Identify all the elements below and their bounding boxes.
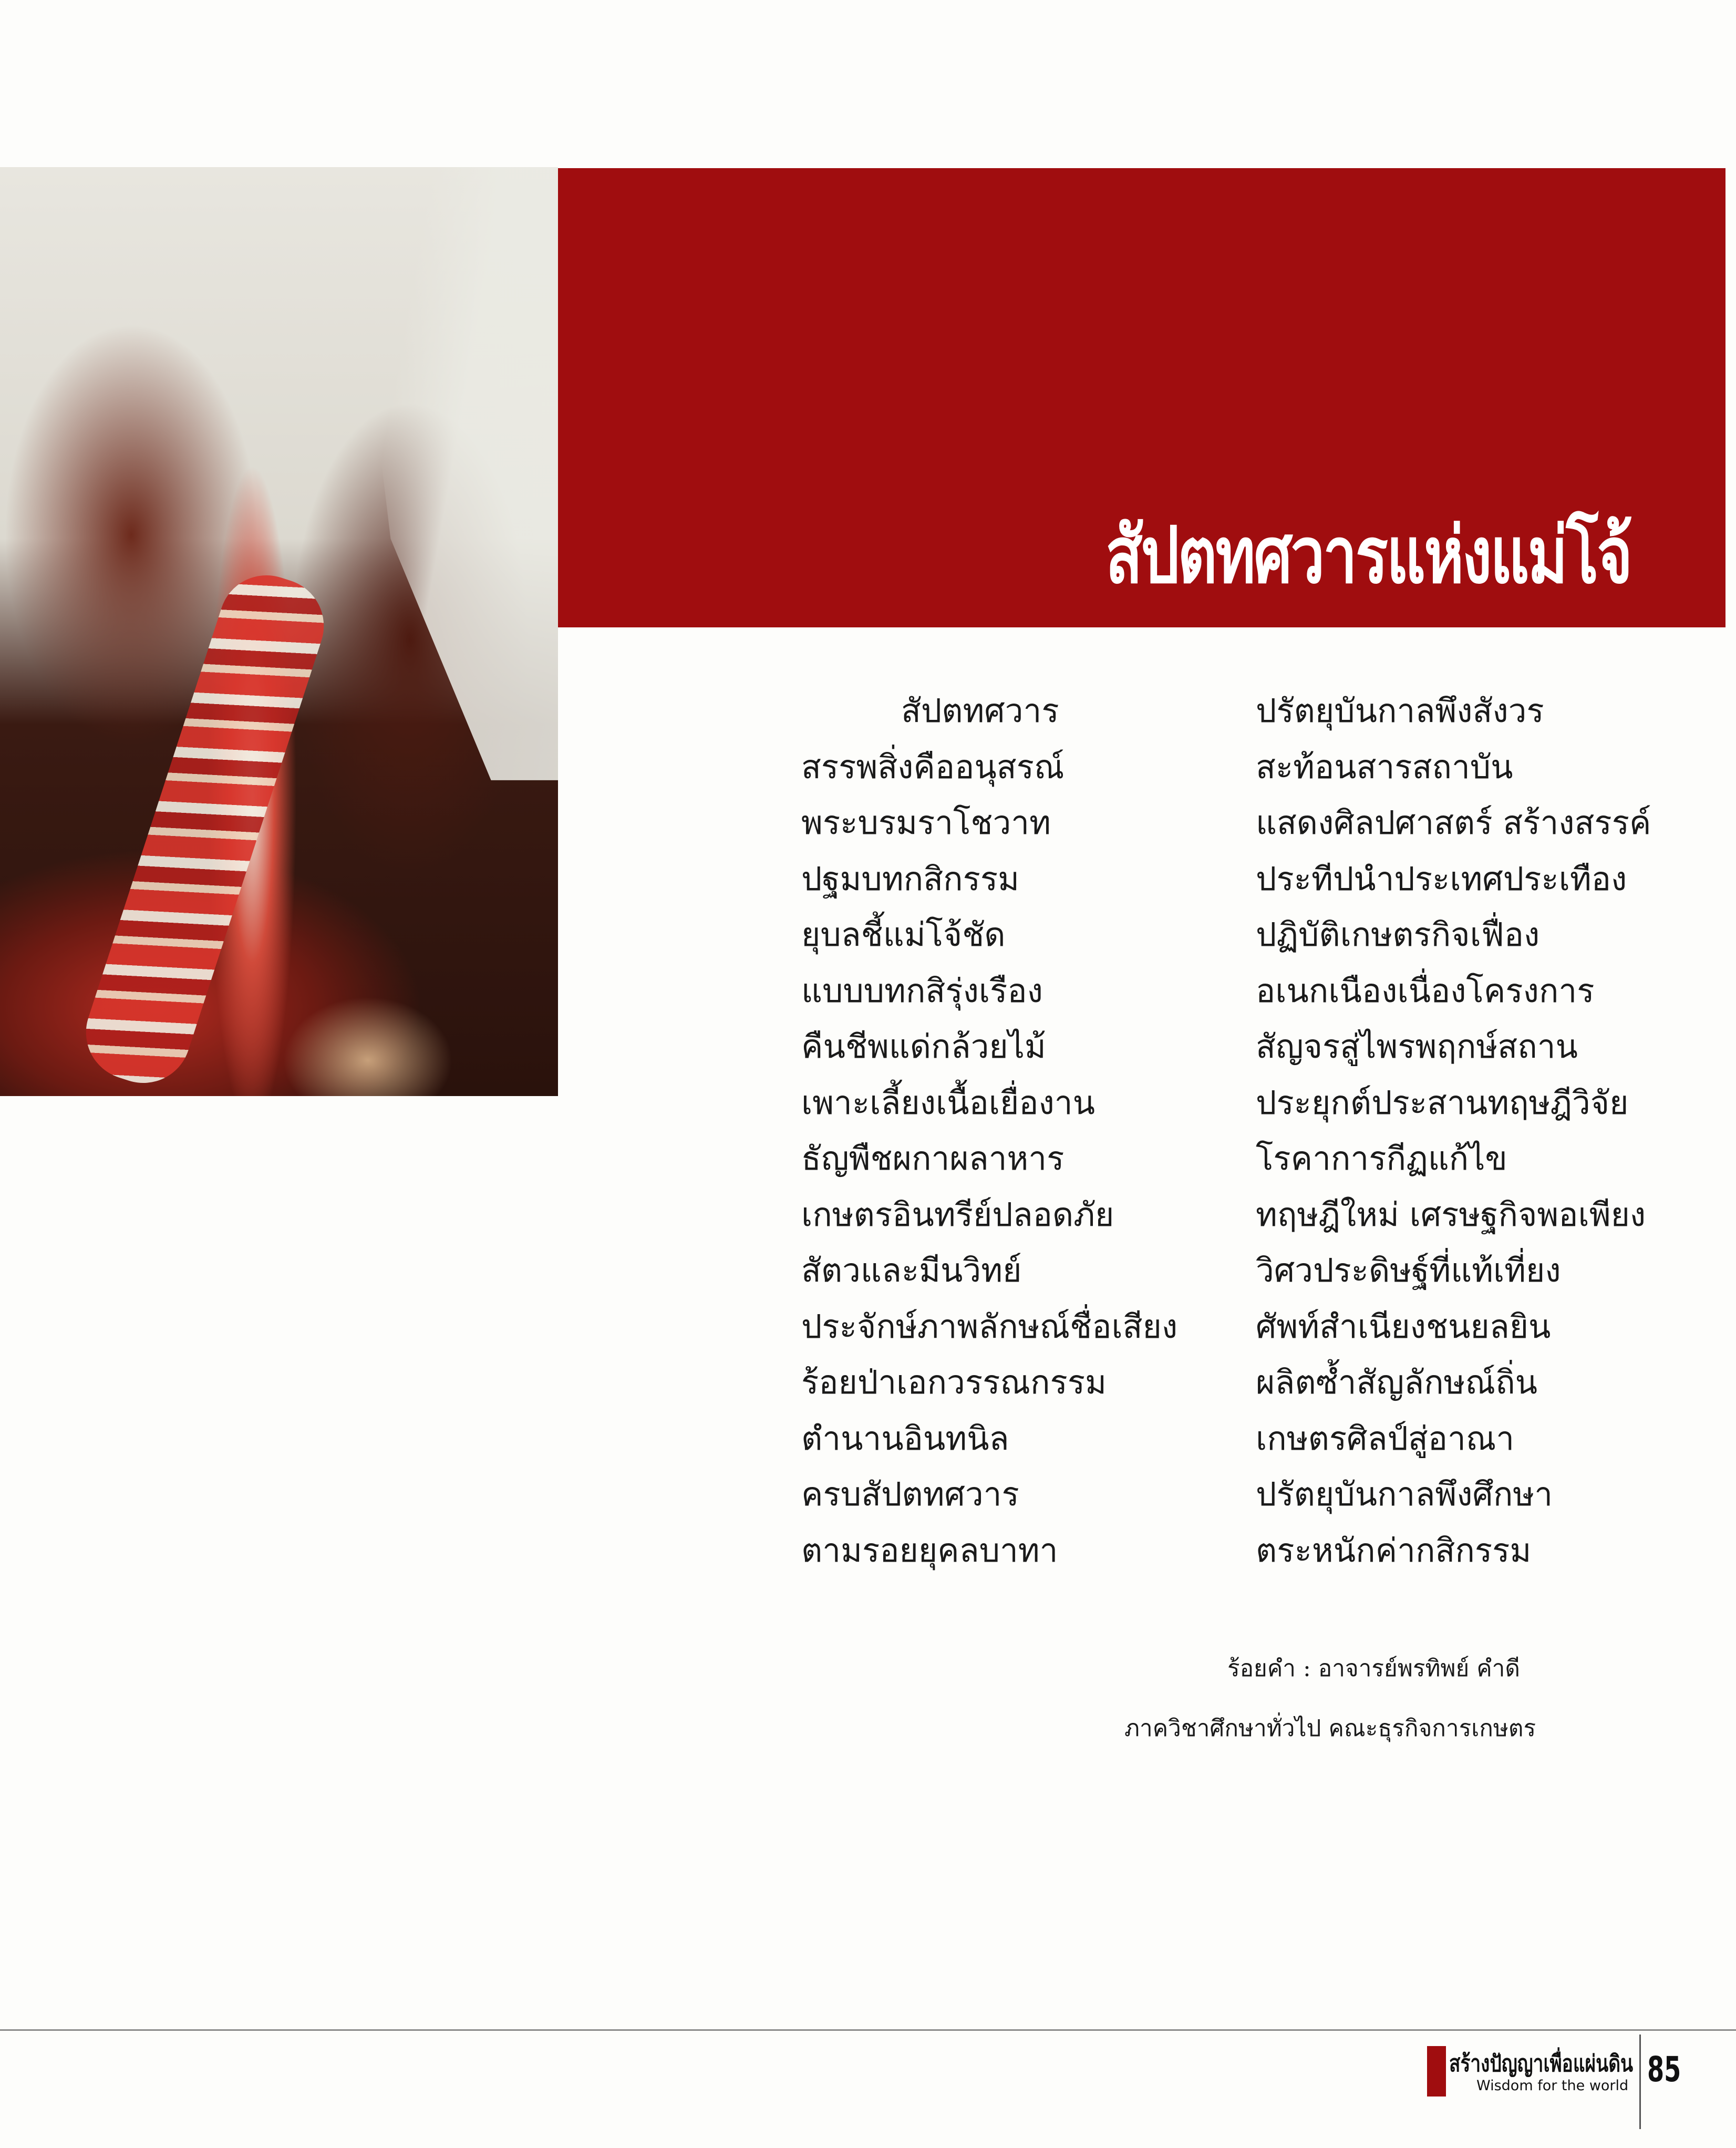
poem-line: ปรัตยุบันกาลพึงศึกษา [1256,1475,1553,1513]
poem-line: พระบรมราโชวาท [801,803,1051,842]
footer-thai-title: สร้างปัญญาเพื่อแผ่นดิน [1449,2050,1634,2077]
footer-red-mark [1427,2046,1446,2097]
poem-line: สัตวและมีนวิทย์ [801,1251,1022,1289]
page-title: สัปตทศวารแห่งแม่โจ้ [1105,510,1631,601]
poem-line: คืนชีพแด่กล้วยไม้ [801,1027,1046,1066]
poem-line: ประทีปนำประเทศประเทือง [1256,859,1627,898]
flower-float-photo [0,167,558,1096]
poem-line: ทฤษฎีใหม่ เศรษฐกิจพอเพียง [1256,1195,1646,1234]
poem-line: ตระหนักค่ากสิกรรม [1256,1531,1532,1569]
poem-line: ประยุกต์ประสานทฤษฎีวิจัย [1256,1083,1629,1122]
poem-line: วิศวประดิษฐ์ที่แท้เที่ยง [1256,1251,1561,1289]
page-number: 85 [1647,2049,1681,2090]
poem-line: สัญจรสู่ไพรพฤกษ์สถาน [1256,1027,1578,1066]
poem-line: แสดงศิลปศาสตร์ สร้างสรรค์ [1256,803,1651,842]
poem-line: ครบสัปตทศวาร [801,1475,1019,1513]
author-credit: ร้อยคำ : อาจารย์พรทิพย์ คำดี [1227,1655,1520,1682]
poem-line: ประจักษ์ภาพลักษณ์ชื่อเสียง [801,1307,1178,1346]
poem-left-column [801,683,1177,1578]
poem-line: ตำนานอินทนิล [801,1419,1009,1458]
poem-line: เกษตรศิลป์สู่อาณา [1256,1419,1515,1458]
poem-line: สัปตทศวาร [901,691,1059,730]
poem-line: ปฏิบัติเกษตรกิจเฟื่อง [1256,915,1540,954]
footer-separator [1639,2035,1641,2129]
poem-line: ผลิตซ้ำสัญลักษณ์ถิ่น [1256,1363,1537,1401]
poem-line: ปฐมบทกสิกรรม [801,859,1020,898]
footer-english-title: Wisdom for the world [1476,2078,1629,2094]
poem-right-column [1256,683,1651,1578]
poem-line: ตามรอยยุคลบาทา [801,1531,1058,1569]
poem-line: ศัพท์สำเนียงชนยลยิน [1256,1307,1551,1346]
poem-line: เกษตรอินทรีย์ปลอดภัย [801,1195,1114,1234]
footer-divider [0,2029,1736,2031]
poem-line: ร้อยป่าเอกวรรณกรรม [801,1363,1107,1401]
poem-line: เพาะเลี้ยงเนื้อเยื่องาน [801,1083,1095,1122]
poem-line: สะท้อนสารสถาบัน [1256,747,1513,786]
flower-garland [74,563,336,1096]
poem-line: ธัญพืชผกาผลาหาร [801,1139,1065,1178]
poem-line: ยุบลชี้แม่โจ้ชัด [801,915,1006,954]
poem-line: อเนกเนืองเนื่องโครงการ [1256,971,1595,1010]
department-credit: ภาควิชาศึกษาทั่วไป คณะธุรกิจการเกษตร [1124,1715,1536,1742]
poem-line: ปรัตยุบันกาลพึงสังวร [1256,691,1544,730]
poem-line: โรคาการกีฏแก้ไข [1256,1139,1507,1178]
poem-line: แบบบทกสิรุ่งเรือง [801,971,1043,1010]
poem-line: สรรพสิ่งคืออนุสรณ์ [801,747,1065,786]
title-banner [558,168,1725,627]
